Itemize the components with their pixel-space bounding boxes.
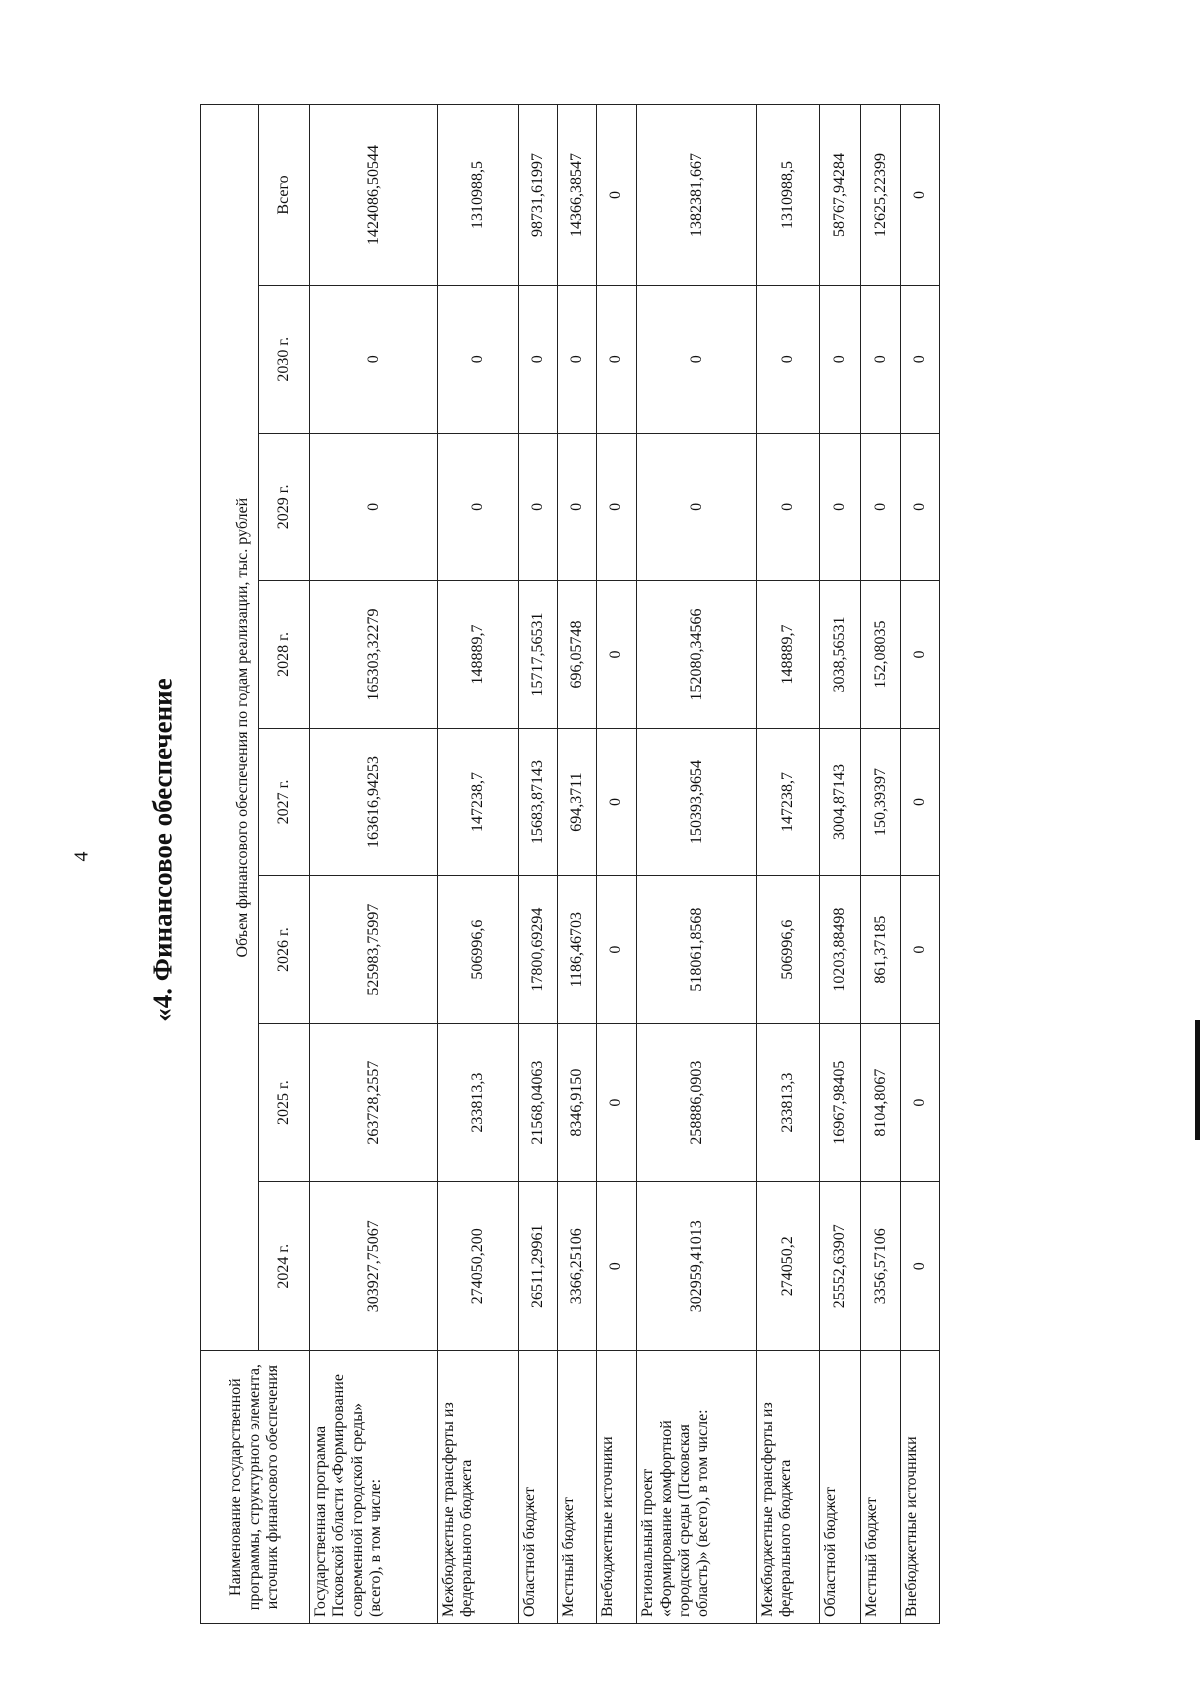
value-cell: 0 [438,433,519,581]
row-name: Областной бюджет [519,1351,558,1624]
table-row [820,105,861,1624]
scan-artifact [1195,1020,1200,1140]
section-title: «4. Финансовое обеспечение [147,678,178,1022]
table-row [860,105,901,1624]
total-header: Всего [259,105,310,286]
value-cell: 0 [596,1023,637,1181]
value-cell: 525983,75997 [310,876,438,1024]
value-cell: 861,37185 [860,876,901,1024]
value-cell: 233813,3 [757,1023,820,1181]
value-cell: 0 [901,433,940,581]
value-cell: 150,39397 [860,728,901,876]
value-cell: 0 [310,285,438,433]
value-cell: 274050,2 [757,1182,820,1351]
row-name: Государственная программа Псковской области «Формирование современной городской среды» (всего), в том числе: [310,1351,438,1624]
year-header: 2030 г. [259,285,310,433]
value-cell: 3004,87143 [820,728,861,876]
value-cell: 0 [438,285,519,433]
value-cell: 26511,29961 [519,1182,558,1351]
value-cell: 0 [596,581,637,729]
year-header: 2029 г. [259,433,310,581]
financing-table-wrapper [200,104,940,1624]
total-cell: 0 [596,105,637,286]
value-cell: 8346,9150 [557,1023,596,1181]
value-cell: 0 [596,876,637,1024]
value-cell: 0 [901,581,940,729]
value-cell: 17800,69294 [519,876,558,1024]
total-cell: 12625,22399 [860,105,901,286]
value-cell: 0 [596,285,637,433]
total-cell: 1310988,5 [438,105,519,286]
row-name: Межбюджетные трансферты из федерального бюджета [438,1351,519,1624]
value-cell: 8104,8067 [860,1023,901,1181]
value-cell: 0 [901,1023,940,1181]
year-header: 2024 г. [259,1182,310,1351]
value-cell: 0 [557,285,596,433]
year-header: 2027 г. [259,728,310,876]
value-cell: 163616,94253 [310,728,438,876]
row-name: Областной бюджет [820,1351,861,1624]
total-cell: 0 [901,105,940,286]
value-cell: 0 [557,433,596,581]
total-cell: 14366,38547 [557,105,596,286]
value-cell: 0 [901,876,940,1024]
value-cell: 152,08035 [860,581,901,729]
value-cell: 10203,88498 [820,876,861,1024]
value-cell: 506996,6 [438,876,519,1024]
page-number: 4 [70,851,93,862]
value-cell: 0 [820,433,861,581]
total-cell: 58767,94284 [820,105,861,286]
value-cell: 0 [596,433,637,581]
year-header: 2026 г. [259,876,310,1024]
value-cell: 518061,8568 [637,876,757,1024]
value-cell: 16967,98405 [820,1023,861,1181]
table-row [310,105,438,1624]
name-column-header: Наименование государственной программы, структурного элемента, источник финансового обеспечения [201,1351,310,1624]
value-cell: 0 [637,433,757,581]
value-cell: 148889,7 [438,581,519,729]
value-cell: 694,3711 [557,728,596,876]
table-row [757,105,820,1624]
value-cell: 233813,3 [438,1023,519,1181]
value-cell: 3038,56531 [820,581,861,729]
value-cell: 0 [901,1182,940,1351]
value-cell: 258886,0903 [637,1023,757,1181]
volume-header: Объем финансового обеспечения по годам реализации, тыс. рублей [201,105,259,1351]
value-cell: 0 [860,433,901,581]
row-name: Региональный проект «Формирование комфортной городской среды (Псковская область)» (всего), в том числе: [637,1351,757,1624]
value-cell: 0 [820,285,861,433]
value-cell: 696,05748 [557,581,596,729]
total-cell: 1310988,5 [757,105,820,286]
table-row [901,105,940,1624]
row-name: Местный бюджет [557,1351,596,1624]
value-cell: 0 [596,728,637,876]
value-cell: 25552,63907 [820,1182,861,1351]
table-row [438,105,519,1624]
value-cell: 263728,2557 [310,1023,438,1181]
value-cell: 303927,75067 [310,1182,438,1351]
value-cell: 0 [860,285,901,433]
value-cell: 0 [901,728,940,876]
table-row [557,105,596,1624]
row-name: Местный бюджет [860,1351,901,1624]
value-cell: 150393,9654 [637,728,757,876]
year-header: 2025 г. [259,1023,310,1181]
year-header: 2028 г. [259,581,310,729]
value-cell: 165303,32279 [310,581,438,729]
value-cell: 152080,34566 [637,581,757,729]
value-cell: 302959,41013 [637,1182,757,1351]
table-row [637,105,757,1624]
value-cell: 3366,25106 [557,1182,596,1351]
value-cell: 147238,7 [757,728,820,876]
total-cell: 1424086,50544 [310,105,438,286]
value-cell: 21568,04063 [519,1023,558,1181]
value-cell: 0 [757,433,820,581]
total-cell: 98731,61997 [519,105,558,286]
value-cell: 1186,46703 [557,876,596,1024]
row-name: Внебюджетные источники [596,1351,637,1624]
value-cell: 0 [901,285,940,433]
value-cell: 0 [519,285,558,433]
value-cell: 0 [596,1182,637,1351]
value-cell: 148889,7 [757,581,820,729]
total-cell: 1382381,667 [637,105,757,286]
value-cell: 0 [519,433,558,581]
value-cell: 0 [310,433,438,581]
value-cell: 0 [757,285,820,433]
value-cell: 3356,57106 [860,1182,901,1351]
row-name: Межбюджетные трансферты из федерального бюджета [757,1351,820,1624]
value-cell: 147238,7 [438,728,519,876]
value-cell: 274050,200 [438,1182,519,1351]
value-cell: 15717,56531 [519,581,558,729]
row-name: Внебюджетные источники [901,1351,940,1624]
value-cell: 15683,87143 [519,728,558,876]
financing-table [200,104,940,1624]
value-cell: 0 [637,285,757,433]
value-cell: 506996,6 [757,876,820,1024]
table-row [596,105,637,1624]
table-row [519,105,558,1624]
